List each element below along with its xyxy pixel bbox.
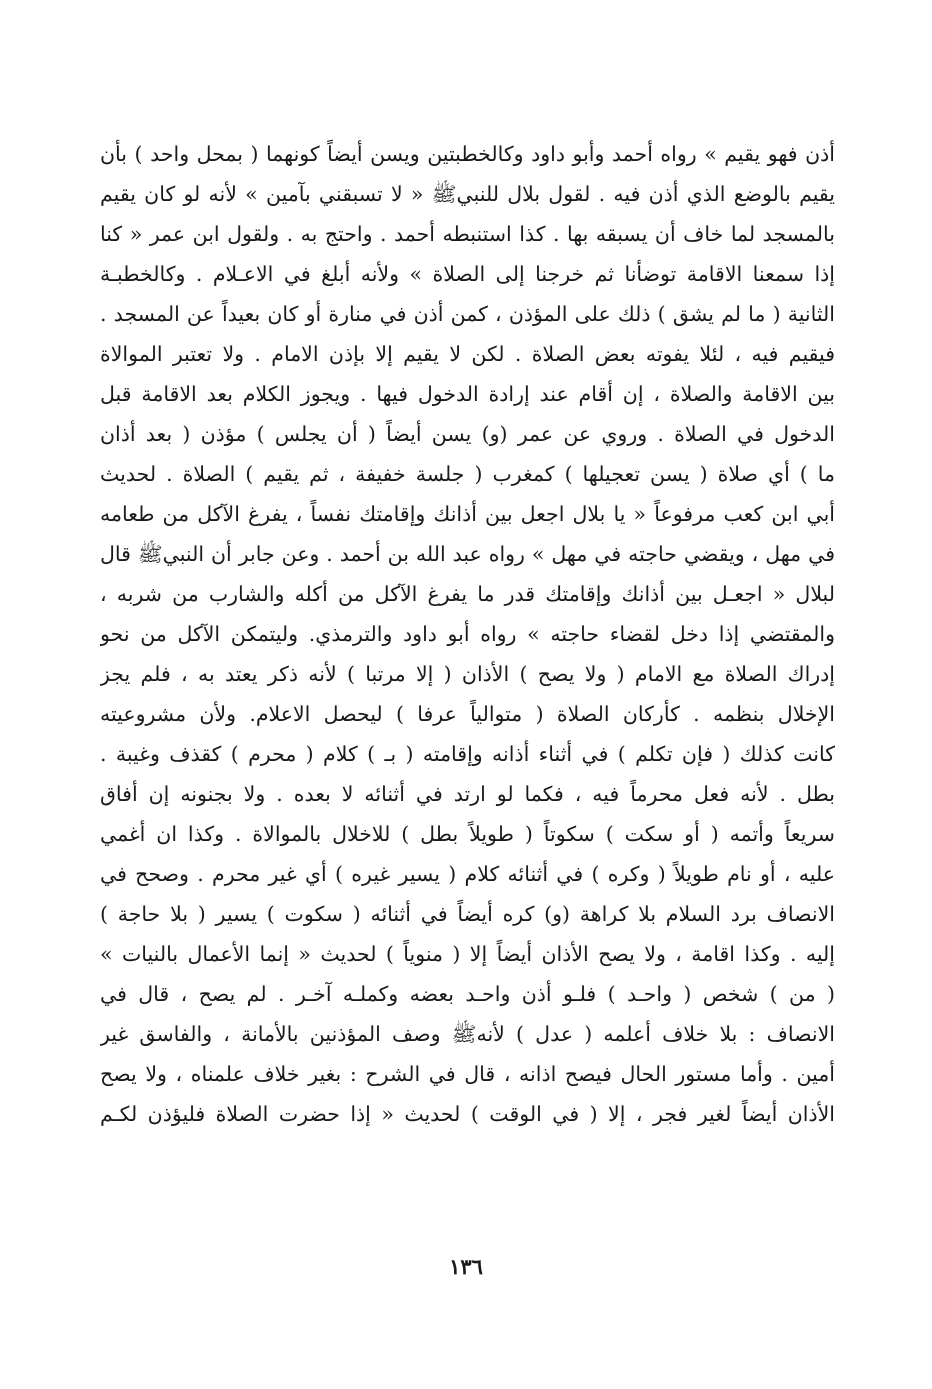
text-line: إذا سمعنا الاقامة توضأنا ثم خرجنا إلى الصلاة » ولأنه أبلغ في الاعـلام . وكالخطبـة [100,262,835,286]
text-line: أمين . وأما مستور الحال فيصح اذانه ، قال في الشرح : بغير خلاف علمناه ، ولا يصح [100,1062,835,1086]
text-line: عليه ، أو نام طويلاً ( وكره ) في أثنائه كلام ( يسير غيره ) أي غير محرم . وصحح في [100,862,835,886]
text-line: إدراك الصلاة مع الامام ( ولا يصح ) الأذان ( إلا مرتبا ) لأنه ذكر يعتد به ، فلم يجز [100,662,835,686]
text-line: ما ) أي صلاة ( يسن تعجيلها ) كمغرب ( جلسة خفيفة ، ثم يقيم ) الصلاة . لحديث [100,462,835,486]
text-line: الإخلال بنظمه . كأركان الصلاة ( متوالياً عرفا ) ليحصل الاعلام. ولأن مشروعيته [100,702,835,726]
text-line: إليه . وكذا اقامة ، ولا يصح الأذان أيضاً إلا ( منوياً ) لحديث « إنما الأعمال بالنيات » [100,942,835,966]
page-number: ١٣٦ [449,1254,483,1279]
body-text [100,134,835,1134]
text-line: بطل . لأنه فعل محرماً فيه ، فكما لو ارتد في أثنائه لا بعده . ولا بجنونه إن أفاق [100,782,835,806]
text-line: في مهل ، ويقضي حاجته في مهل » رواه عبد الله بن أحمد . وعن جابر أن النبيﷺ قال [100,542,835,566]
text-line: كانت كذلك ( فإن تكلم ) في أثناء أذانه وإقامته ( بـ ) كلام ( محرم ) كقذف وغيبة . [100,742,835,766]
text-line: أبي ابن كعب مرفوعاً « يا بلال اجعل بين أذانك وإقامتك نفساً ، يفرغ الآكل من طعامه [100,502,835,526]
text-line: أذن فهو يقيم » رواه أحمد وأبو داود وكالخطبتين ويسن أيضاً كونهما ( بمحل واحد ) بأن [100,142,835,166]
text-line: الأذان أيضاً لغير فجر ، إلا ( في الوقت ) لحديث « إذا حضرت الصلاة فليؤذن لكـم [100,1102,835,1126]
text-line: فيقيم فيه ، لئلا يفوته بعض الصلاة . لكن لا يقيم إلا بإذن الامام . ولا تعتبر الموالاة [100,342,835,366]
text-line: سريعاً وأتمه ( أو سكت ) سكوتاً ( طويلاً بطل ) للاخلال بالموالاة . وكذا ان أغمي [100,822,835,846]
text-line: الانصاف : بلا خلاف أعلمه ( عدل ) لأنهﷺ وصف المؤذنين بالأمانة ، والفاسق غير [100,1022,835,1046]
text-line: يقيم بالوضع الذي أذن فيه . لقول بلال للنبيﷺ « لا تسبقني بآمين » لأنه لو كان يقيم [100,182,835,206]
text-line: بين الاقامة والصلاة ، إن أقام عند إرادة الدخول فيها . ويجوز الكلام بعد الاقامة قبل [100,382,835,406]
text-line: الدخول في الصلاة . وروي عن عمر (و) يسن أيضاً ( أن يجلس ) مؤذن ( بعد أذان [100,422,835,446]
text-line: بالمسجد لما خاف أن يسبقه بها . كذا استنبطه أحمد . واحتج به . ولقول ابن عمر « كنا [100,222,835,246]
text-line: والمقتضي إذا دخل لقضاء حاجته » رواه أبو داود والترمذي. وليتمكن الآكل من نحو [100,622,835,646]
text-line: لبلال « اجعـل بين أذانك وإقامتك قدر ما يفرغ الآكل من أكله والشارب من شربه ، [100,582,835,606]
text-line: الانصاف برد السلام بلا كراهة (و) كره أيضاً في أثنائه ( سكوت ) يسير ( بلا حاجة ) [100,902,835,926]
text-line: ( من ) شخص ( واحـد ) فلـو أذن واحـد بعضه وكملـه آخـر . لم يصح ، قال في [100,982,835,1006]
text-line: الثانية ( ما لم يشق ) ذلك على المؤذن ، كمن أذن في منارة أو كان بعيداً عن المسجد . [100,302,835,326]
